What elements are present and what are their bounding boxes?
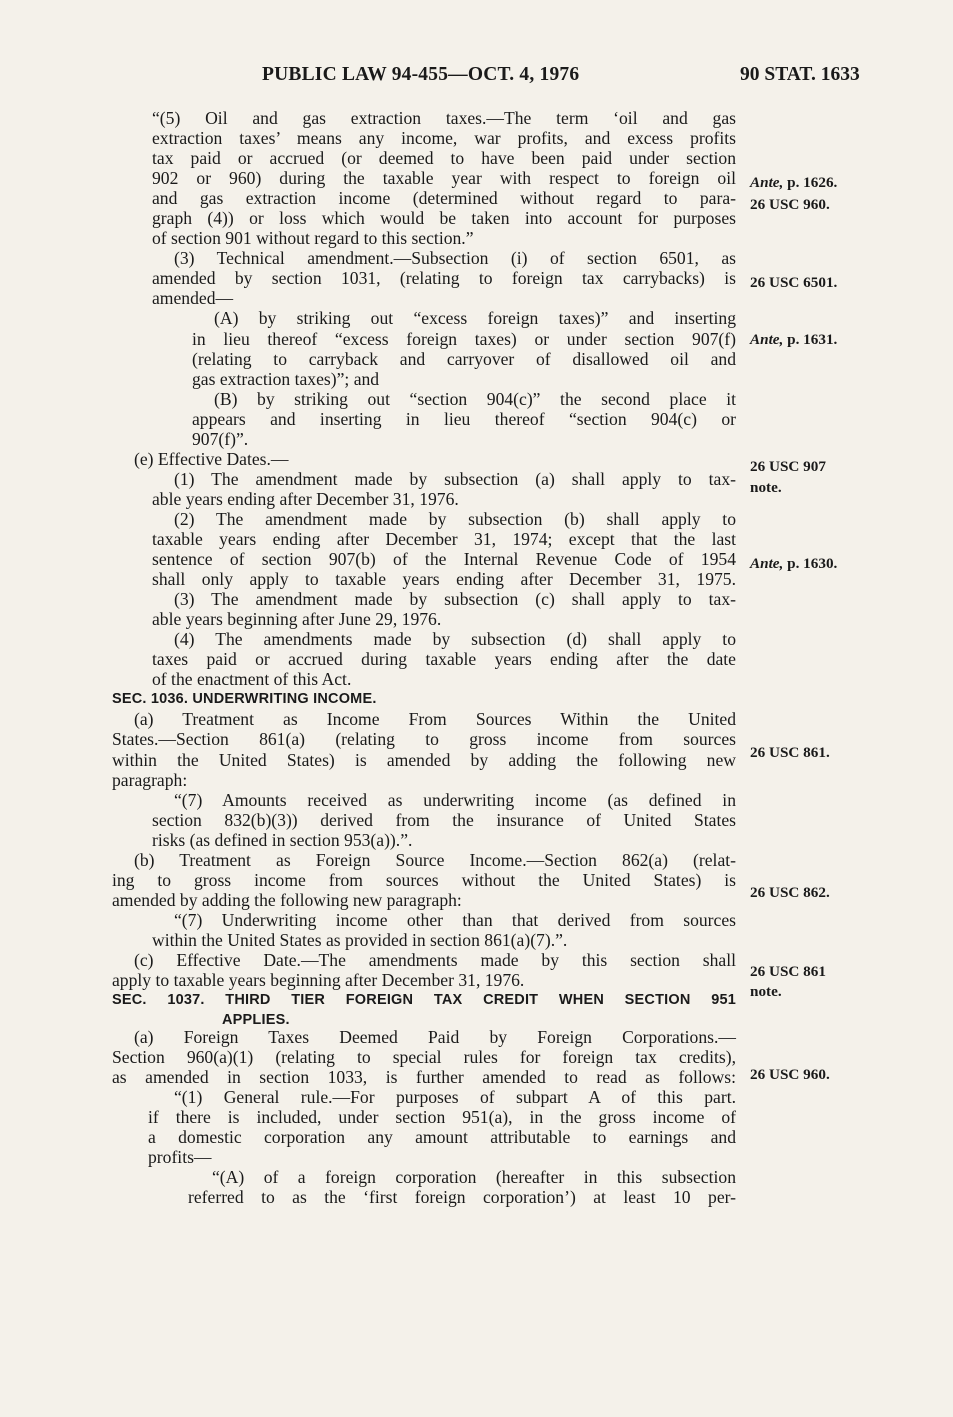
text-line: “(1) General rule.—For purposes of subpart A of this part.: [174, 1087, 736, 1108]
page-title: PUBLIC LAW 94-455—OCT. 4, 1976: [262, 64, 580, 85]
text-line: 902 or 960) during the taxable year with respect to foreign oil: [152, 168, 736, 189]
text-line: able years beginning after June 29, 1976.: [152, 609, 442, 630]
text-line: amended by section 1031, (relating to foreign tax carrybacks) is: [152, 268, 736, 289]
text-line: of the enactment of this Act.: [152, 669, 352, 690]
text-line: “(5) Oil and gas extraction taxes.—The term ‘oil and gas: [152, 108, 736, 128]
text-line: within the United States as provided in section 861(a)(7).”.: [152, 929, 568, 950]
text-line: (2) The amendment made by subsection (b) shall apply to: [174, 508, 736, 529]
text-line: 907(f)”.: [192, 428, 249, 449]
text-line: taxable years ending after December 31, 1974; except that the last: [152, 528, 736, 549]
text-line: (1) The amendment made by subsection (a) shall apply to tax-: [174, 468, 736, 489]
margin-note: 26 USC 861: [750, 963, 826, 980]
text-line: referred to as the ‘first foreign corporation’) at least 10 per-: [188, 1187, 736, 1208]
text-line: (3) Technical amendment.—Subsection (i) of section 6501, as: [174, 248, 736, 269]
text-line: risks (as defined in section 953(a)).”.: [152, 829, 413, 850]
text-line: “(A) of a foreign corporation (hereafter in this subsection: [212, 1167, 736, 1188]
text-line: (3) The amendment made by subsection (c) shall apply to tax-: [174, 589, 736, 610]
margin-note: 26 USC 861.: [750, 744, 830, 761]
text-line: taxes paid or accrued during taxable years ending after the date: [152, 649, 736, 670]
text-line: (b) Treatment as Foreign Source Income.—Section 862(a) (relat-: [134, 849, 736, 870]
text-line: apply to taxable years beginning after December 31, 1976.: [112, 970, 525, 991]
margin-note: note.: [750, 983, 782, 1000]
margin-note: 26 USC 960.: [750, 196, 830, 213]
margin-note: 26 USC 907: [750, 458, 826, 475]
page-header: [0, 64, 953, 92]
text-line: in lieu thereof “excess foreign taxes) or under section 907(f): [192, 328, 736, 349]
text-line: appears and inserting in lieu thereof “section 904(c) or: [192, 408, 736, 429]
text-line: amended by adding the following new paragraph:: [112, 889, 462, 910]
text-line: shall only apply to taxable years ending after December 31, 1975.: [152, 569, 736, 590]
text-line: sentence of section 907(b) of the Internal Revenue Code of 1954: [152, 549, 736, 570]
text-line: a domestic corporation any amount attributable to earnings and: [148, 1127, 736, 1148]
section-heading: SEC. 1037. THIRD TIER FOREIGN TAX CREDIT WHEN SECTION 951: [112, 992, 736, 1009]
text-line: (B) by striking out “section 904(c)” the second place it: [214, 388, 736, 409]
text-line: “(7) Underwriting income other than that derived from sources: [174, 909, 736, 930]
margin-note: Ante, p. 1630.: [750, 555, 838, 572]
text-line: and gas extraction income (determined without regard to para-: [152, 188, 736, 209]
margin-note: Ante, p. 1631.: [750, 331, 838, 348]
text-line: able years ending after December 31, 1976.: [152, 488, 459, 509]
text-line: Section 960(a)(1) (relating to special rules for foreign tax credits),: [112, 1047, 736, 1068]
text-line: within the United States) is amended by adding the following new: [112, 749, 736, 770]
ante-label: Ante,: [750, 331, 784, 348]
ante-label: Ante,: [750, 555, 784, 572]
text-line: “(7) Amounts received as underwriting income (as defined in: [174, 789, 736, 810]
text-line: section 832(b)(3)) derived from the insurance of United States: [152, 809, 736, 830]
text-line: extraction taxes’ means any income, war profits, and excess profits: [152, 128, 736, 149]
margin-note: note.: [750, 479, 782, 496]
section-heading: SEC. 1036. UNDERWRITING INCOME.: [112, 691, 377, 708]
text-line: (a) Treatment as Income From Sources Within the United: [134, 709, 736, 730]
statute-page-number: 90 STAT. 1633: [740, 64, 860, 85]
margin-note: 26 USC 862.: [750, 884, 830, 901]
text-line: profits—: [148, 1147, 212, 1168]
text-line: graph (4)) or loss which would be taken into account for purposes: [152, 208, 736, 229]
margin-note: 26 USC 960.: [750, 1066, 830, 1083]
text-line: (4) The amendments made by subsection (d) shall apply to: [174, 629, 736, 650]
ante-label: Ante,: [750, 174, 784, 191]
text-line: States.—Section 861(a) (relating to gross income from sources: [112, 729, 736, 750]
margin-note: 26 USC 6501.: [750, 274, 838, 291]
text-line: tax paid or accrued (or deemed to have been paid under section: [152, 148, 736, 169]
text-line: (c) Effective Date.—The amendments made by this section shall: [134, 949, 736, 970]
text-line: (e) Effective Dates.—: [134, 448, 289, 469]
text-line: paragraph:: [112, 769, 188, 790]
text-line: as amended in section 1033, is further amended to read as follows:: [112, 1067, 736, 1088]
text-line: gas extraction taxes)”; and: [192, 368, 380, 389]
text-line: (relating to carryback and carryover of disallowed oil and: [192, 348, 736, 369]
text-line: amended—: [152, 288, 234, 309]
section-heading: APPLIES.: [222, 1012, 290, 1029]
body-text: [112, 108, 736, 1208]
margin-note: Ante, p. 1626.: [750, 174, 838, 191]
text-line: of section 901 without regard to this section.”: [152, 228, 474, 249]
text-line: if there is included, under section 951(a), in the gross income of: [148, 1107, 736, 1128]
text-line: (a) Foreign Taxes Deemed Paid by Foreign Corporations.—: [134, 1027, 736, 1048]
text-line: ing to gross income from sources without the United States) is: [112, 869, 736, 890]
text-line: (A) by striking out “excess foreign taxes)” and inserting: [214, 308, 736, 329]
